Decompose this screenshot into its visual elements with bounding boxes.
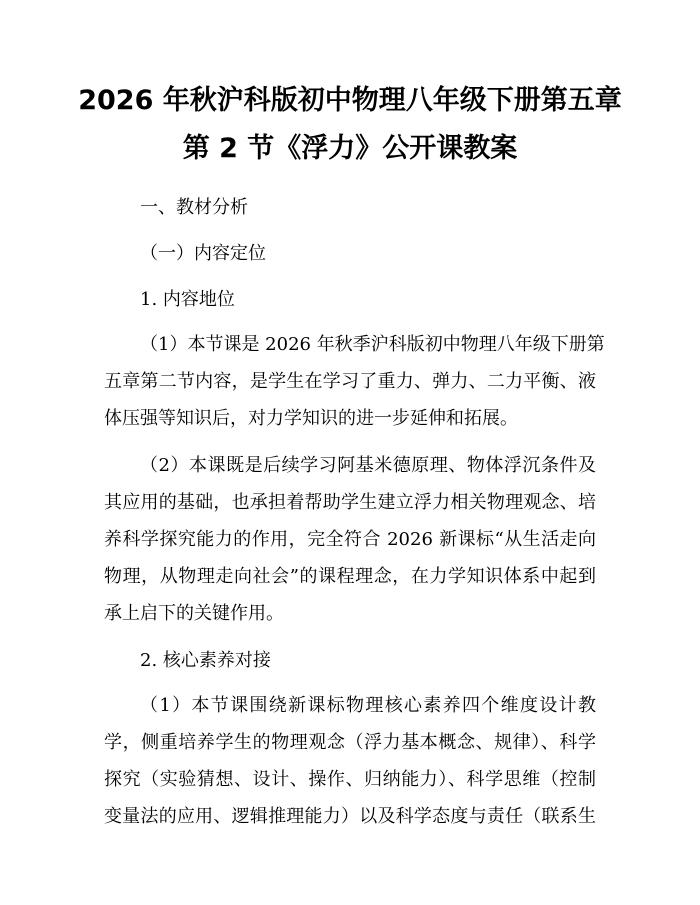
document-title-line-2: 第 2 节《浮力》公开课教案 (182, 133, 518, 164)
section-heading-textbook-analysis: 一、教材分析 (140, 197, 248, 218)
paragraph-line: 体压强等知识后，对力学知识的进一步延伸和拓展。 (104, 408, 518, 429)
paragraph-line: （1）本节课围绕新课标物理核心素养四个维度设计教 (140, 695, 596, 716)
paragraph-line: 学，侧重培养学生的物理观念（浮力基本概念、规律）、科学 (104, 732, 596, 753)
paragraph-line: 五章第二节内容，是学生在学习了重力、弹力、二力平衡、液 (104, 371, 596, 392)
document-title-line-1: 2026 年秋沪科版初中物理八年级下册第五章 (78, 85, 622, 116)
item-heading-content-status: 1. 内容地位 (140, 289, 235, 310)
paragraph-line: （2）本课既是后续学习阿基米德原理、物体浮沉条件及 (140, 455, 596, 476)
paragraph-line: 其应用的基础，也承担着帮助学生建立浮力相关物理观念、培 (104, 492, 596, 513)
paragraph-line: 物理，从物理走向社会”的课程理念，在力学知识体系中起到 (104, 566, 596, 587)
item-heading-core-literacy: 2. 核心素养对接 (140, 650, 271, 671)
paragraph-line: 变量法的应用、逻辑推理能力）以及科学态度与责任（联系生 (104, 806, 596, 827)
paragraph-line: 探究（实验猜想、设计、操作、归纳能力）、科学思维（控制 (104, 769, 596, 790)
paragraph-line: （1）本节课是 2026 年秋季沪科版初中物理八年级下册第 (140, 334, 605, 355)
paragraph-line: 养科学探究能力的作用，完全符合 2026 新课标“从生活走向 (104, 529, 596, 550)
paragraph-line: 承上启下的关键作用。 (104, 603, 284, 624)
subsection-heading-content-positioning: （一）内容定位 (140, 243, 266, 264)
